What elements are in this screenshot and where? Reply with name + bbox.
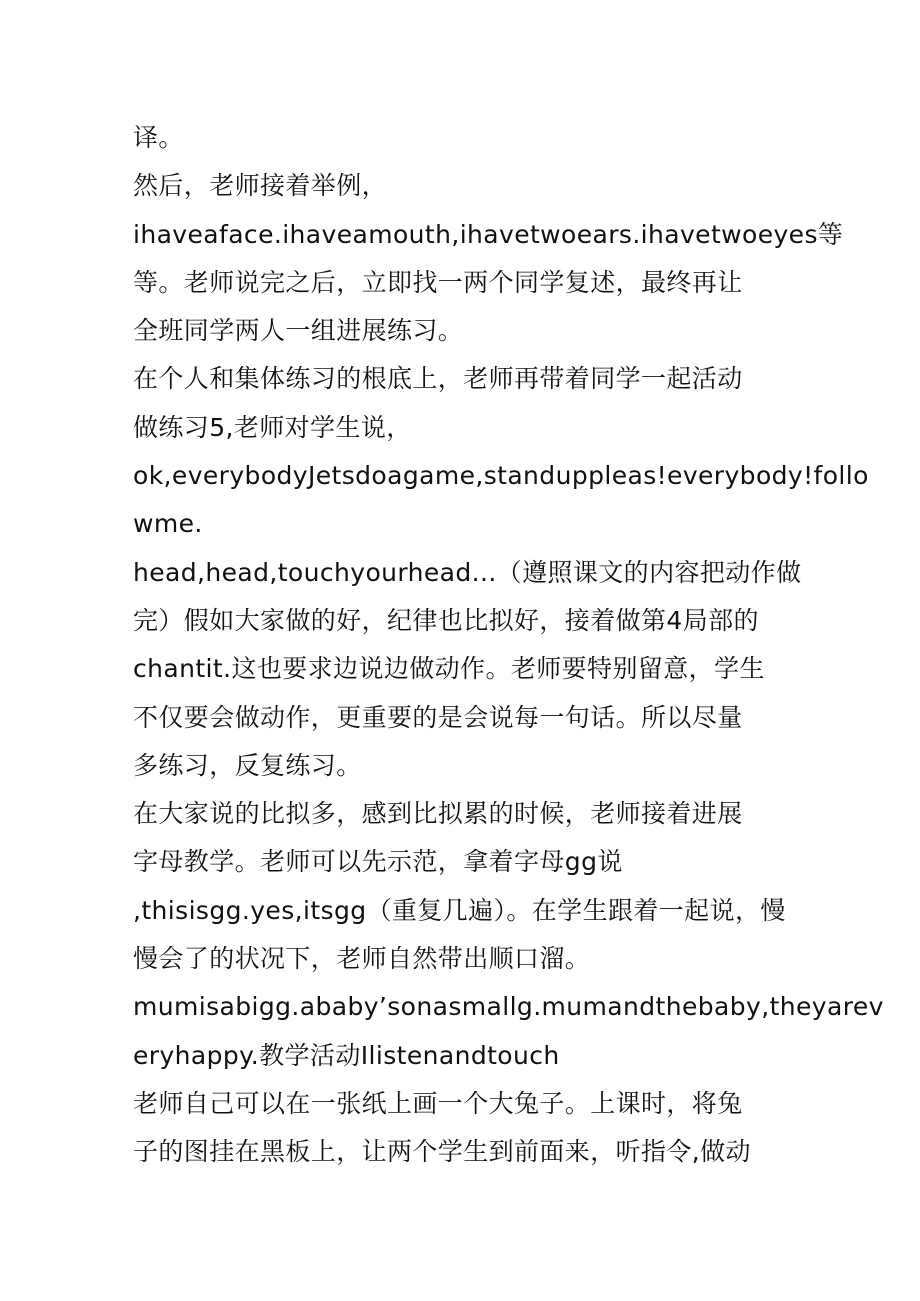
text-line-2: 然后，老师接着举例， bbox=[133, 171, 388, 201]
text-line-7: 做练习5,老师对学生说， bbox=[133, 412, 412, 442]
text-line-8: ok,everybodyJetsdoagame,standuppleas!everybody!follo bbox=[133, 461, 869, 491]
text-line-5: 全班同学两人一组进展练习。 bbox=[133, 316, 464, 346]
text-line-19: mumisabigg.ababy’sonasmallg.mumandthebaby,theyarev bbox=[133, 992, 884, 1022]
document-body-text bbox=[133, 114, 884, 1177]
text-line-9: wme. bbox=[133, 509, 203, 539]
text-line-1: 译。 bbox=[133, 123, 184, 152]
text-line-3: ihaveaface.ihaveamouth,ihavetwoears.ihavetwoeyes等 bbox=[133, 219, 844, 249]
text-line-22: 子的图挂在黑板上，让两个学生到前面来，听指令,做动 bbox=[133, 1137, 751, 1167]
text-line-14: 多练习，反复练习。 bbox=[133, 750, 362, 780]
text-line-6: 在个人和集体练习的根底上，老师再带着同学一起活动 bbox=[133, 364, 743, 394]
text-line-21: 老师自己可以在一张纸上画一个大兔子。上课时，将兔 bbox=[133, 1088, 743, 1118]
text-line-20: eryhappy.教学活动Ilistenandtouch bbox=[133, 1040, 560, 1070]
text-line-18: 慢会了的状况下，老师自然带出顺口溜。 bbox=[133, 944, 591, 974]
text-line-10: head,head,touchyourhead...（遵照课文的内容把动作做 bbox=[133, 557, 802, 587]
text-line-15: 在大家说的比拟多，感到比拟累的时候，老师接着进展 bbox=[133, 799, 743, 829]
text-line-17: ,thisisgg.yes,itsgg（重复几遍）。在学生跟着一起说，慢 bbox=[133, 895, 786, 925]
text-line-13: 不仅要会做动作，更重要的是会说每一句话。所以尽量 bbox=[133, 702, 743, 732]
text-line-4: 等。老师说完之后，立即找一两个同学复述，最终再让 bbox=[133, 267, 743, 297]
text-line-16: 字母教学。老师可以先示范，拿着字母gg说 bbox=[133, 847, 623, 877]
text-line-11: 完）假如大家做的好，纪律也比拟好，接着做第4局部的 bbox=[133, 605, 759, 635]
text-line-12: chantit.这也要求边说边做动作。老师要特别留意，学生 bbox=[133, 654, 765, 684]
